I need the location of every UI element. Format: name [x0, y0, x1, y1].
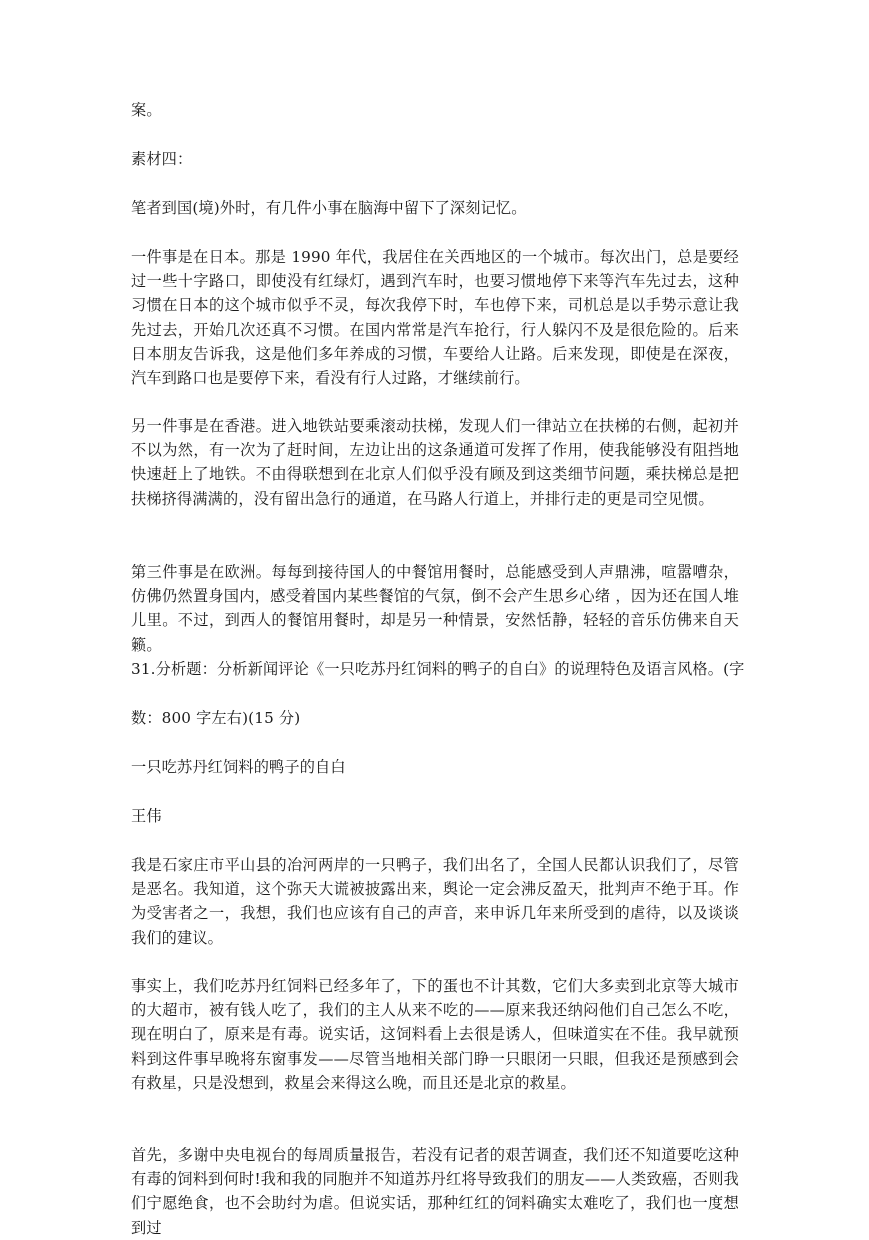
- intro-paragraph: 笔者到国(境)外时，有几件小事在脑海中留下了深刻记忆。: [131, 199, 527, 217]
- previous-paragraph-ending: 案。: [131, 101, 162, 119]
- article-author: 王伟: [131, 807, 162, 825]
- japan-paragraph: 一件事是在日本。那是 1990 年代，我居住在关西地区的一个城市。每次出门，总是要经过一些十字路口，即使没有红绿灯，遇到汽车时，也要习惯地停下来等汽车先过去，这种习惯在日本的这个城市似乎不灵，每次我停下时，车也停下来，司机总是以手势示意让我先过去，开始几次还真不习惯。在国内常常是汽车抢行，行人躲闪不及是很危险的。后来日本朋友告诉我，这是他们多年养成的习惯，车要给人让路。后来发现，即使是在深夜，汽车到路口也是要停下来，看没有行人过路，才继续前行。: [131, 248, 739, 388]
- europe-paragraph: 第三件事是在欧洲。每每到接待国人的中餐馆用餐时，总能感受到人声鼎沸，喧嚣嘈杂，仿佛仍然置身国内，感受着国内某些餐馆的气氛，倒不会产生思乡心绪 ，因为还在国人堆儿里。不过，到西人的餐馆用餐时，却是另一种情景，安然恬静，轻轻的音乐仿佛来自天籁。: [131, 563, 739, 654]
- article-paragraph-2: 事实上，我们吃苏丹红饲料已经多年了，下的蛋也不计其数，它们大多卖到北京等大城市的大超市，被有钱人吃了，我们的主人从来不吃的——原来我还纳闷他们自己怎么不吃，现在明白了，原来是有毒。说实话，这饲料看上去很是诱人，但味道实在不佳。我早就预料到这件事早晚将东窗事发——尽管当地相关部门睁一只眼闭一只眼，但我还是预感到会有救星，只是没想到，救星会来得这么晚，而且还是北京的救星。: [131, 977, 739, 1092]
- question-line-1: 31.分析题：分析新闻评论《一只吃苏丹红饲料的鸭子的自白》的说理特色及语言风格。(字: [131, 660, 745, 678]
- material-four-heading: 素材四：: [131, 150, 193, 168]
- article-paragraph-3: 首先，多谢中央电视台的每周质量报告，若没有记者的艰苦调查，我们还不知道要吃这种有毒的饲料到何时!我和我的同胞并不知道苏丹红将导致我们的朋友——人类致癌，否则我们宁愿绝食，也不会助纣为虐。但说实话，那种红红的饲料确实太难吃了，我们也一度想到过: [131, 1146, 739, 1237]
- hongkong-paragraph: 另一件事是在香港。进入地铁站要乘滚动扶梯，发现人们一律站立在扶梯的右侧，起初并不以为然，有一次为了赶时间，左边让出的这条通道可发挥了作用，使我能够没有阻挡地快速赶上了地铁。不由得联想到在北京人们似乎没有顾及到这类细节问题，乘扶梯总是把扶梯挤得满满的，没有留出急行的通道，在马路人行道上，并排行走的更是司空见惯。: [131, 417, 739, 508]
- article-paragraph-1: 我是石家庄市平山县的冶河两岸的一只鸭子，我们出名了，全国人民都认识我们了，尽管是恶名。我知道，这个弥天大谎被披露出来，舆论一定会沸反盈天，批判声不绝于耳。作为受害者之一，我想，我们也应该有自己的声音，来申诉几年来所受到的虐待，以及谈谈我们的建议。: [131, 856, 739, 947]
- question-line-2: 数：800 字左右)(15 分): [131, 709, 301, 727]
- article-title: 一只吃苏丹红饲料的鸭子的自白: [131, 758, 346, 776]
